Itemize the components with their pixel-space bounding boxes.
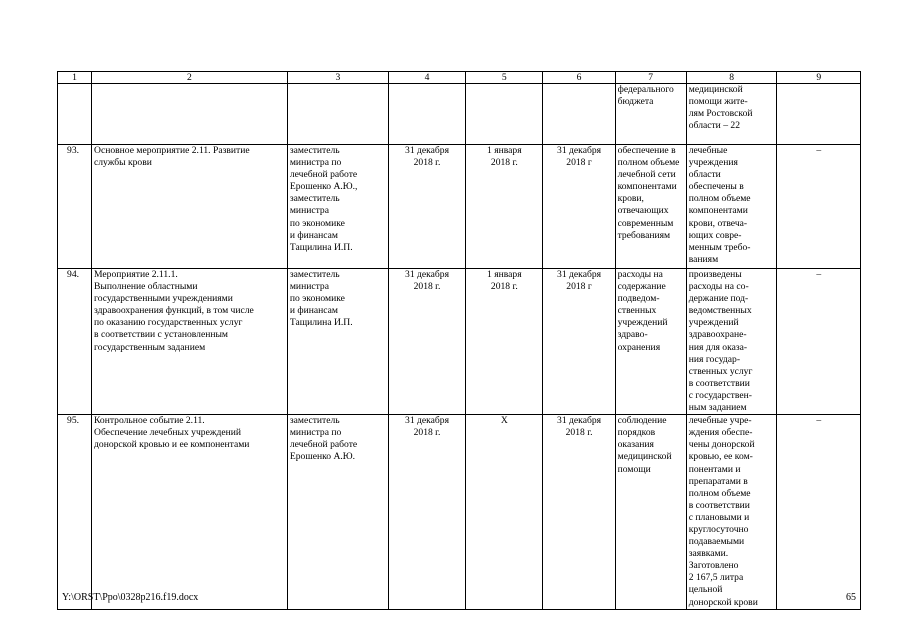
responsible-cell: заместитель министра по лечебной работе Ерошенко А.Ю.	[287, 415, 388, 610]
expected-result-cell: федерального бюджета	[615, 84, 686, 145]
header-cell: 8	[686, 72, 777, 84]
activity-cell	[92, 84, 288, 145]
responsible-cell	[287, 84, 388, 145]
reason-cell: –	[777, 269, 861, 415]
end-date-cell: 31 декабря 2018 г	[543, 269, 615, 415]
table-row	[58, 415, 861, 610]
activity-cell: Мероприятие 2.11.1. Выполнение областными государственными учреждениями здравоохранения функций, в том числе по оказанию государственных услуг в соответствии с установленным государственным заданием	[92, 269, 288, 415]
responsible-cell: заместитель министра по экономике и финансам Тащилина И.П.	[287, 269, 388, 415]
actual-result-cell: лечебные учре- ждения обеспе- чены донорской кровью, ее ком- понентами и препаратами в полном объеме в соответствии с плановыми и круглосуточно подаваемыми заявками. Заготовлено 2 167,5 литра цельной донорской крови	[686, 415, 777, 610]
end-date-cell: 31 декабря 2018 г	[543, 145, 615, 269]
table-row	[58, 269, 861, 415]
header-cell: 6	[543, 72, 615, 84]
planned-date-cell	[388, 84, 465, 145]
header-row	[58, 72, 861, 84]
expected-result-cell: обеспечение в полном объеме лечебной сети компонентами крови, отвечающих современным требованиям	[615, 145, 686, 269]
reason-cell: –	[777, 145, 861, 269]
reason-cell	[777, 84, 861, 145]
actual-result-cell: лечебные учреждения области обеспечены в полном объеме компонентами крови, отвеча- ющих совре- менным требо- ваниям	[686, 145, 777, 269]
responsible-cell: заместитель министра по лечебной работе Ерошенко А.Ю., заместитель министра по экономике и финансам Тащилина И.П.	[287, 145, 388, 269]
table-row	[58, 84, 861, 145]
header-cell: 7	[615, 72, 686, 84]
table-row	[58, 145, 861, 269]
row-number	[58, 84, 92, 145]
header-cell: 2	[92, 72, 288, 84]
planned-date-cell: 31 декабря 2018 г.	[388, 415, 465, 610]
actual-result-cell: произведены расходы на со- держание под- ведомственных учреждений здравоохране- ния для оказа- ния государ- ственных услуг в соответствии с государствен- ным заданием	[686, 269, 777, 415]
start-date-cell: 1 января 2018 г.	[466, 269, 543, 415]
plan-table	[57, 71, 861, 610]
document-path: Y:\ORST\Ppo\0328p216.f19.docx	[62, 592, 199, 603]
header-cell: 4	[388, 72, 465, 84]
row-number: 93.	[58, 145, 92, 269]
header-cell: 9	[777, 72, 861, 84]
header-cell: 1	[58, 72, 92, 84]
start-date-cell: 1 января 2018 г.	[466, 145, 543, 269]
expected-result-cell: расходы на содержание подведом- ственных учреждений здраво- охранения	[615, 269, 686, 415]
reason-cell: –	[777, 415, 861, 610]
end-date-cell	[543, 84, 615, 145]
page-number: 65	[846, 592, 856, 603]
row-number: 95.	[58, 415, 92, 610]
header-cell: 5	[466, 72, 543, 84]
actual-result-cell: медицинской помощи жите- лям Ростовской области – 22	[686, 84, 777, 145]
planned-date-cell: 31 декабря 2018 г.	[388, 269, 465, 415]
activity-cell: Контрольное событие 2.11. Обеспечение лечебных учреждений донорской кровью и ее компонентами	[92, 415, 288, 610]
activity-cell: Основное мероприятие 2.11. Развитие службы крови	[92, 145, 288, 269]
header-cell: 3	[287, 72, 388, 84]
planned-date-cell: 31 декабря 2018 г.	[388, 145, 465, 269]
end-date-cell: 31 декабря 2018 г.	[543, 415, 615, 610]
row-number: 94.	[58, 269, 92, 415]
start-date-cell	[466, 84, 543, 145]
expected-result-cell: соблюдение порядков оказания медицинской помощи	[615, 415, 686, 610]
start-date-cell: Х	[466, 415, 543, 610]
